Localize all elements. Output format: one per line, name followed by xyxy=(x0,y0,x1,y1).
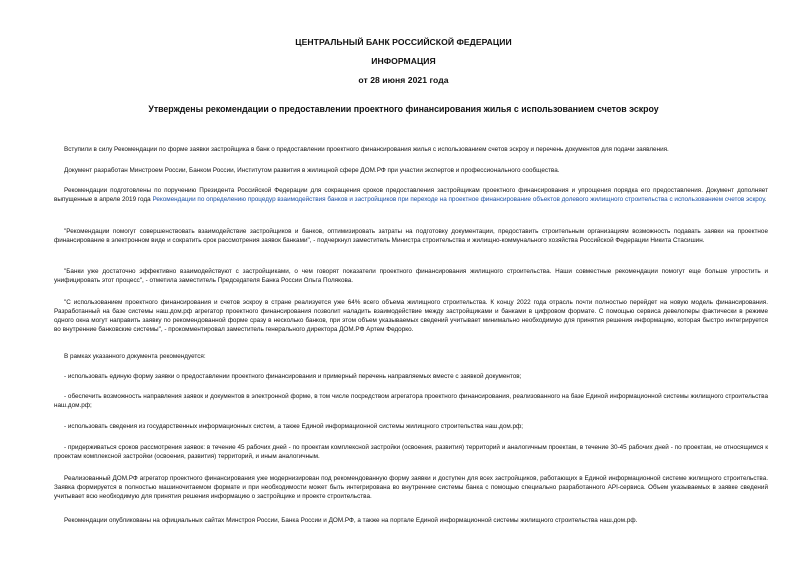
paragraph-4: "Рекомендации помогут совершенствовать взаимодействие застройщиков и банков, оптимизировать затраты на подготовку документации, предоставить строительным организациям возможность подавать заявки на проектное финансирование в электронном виде и сократить срок рассмотрения заявок банками", - подчеркнул заместитель Министра строительства и жилищно-коммунального хозяйства Российской Федерации Никита Стасишин. xyxy=(54,228,768,245)
doc-type: ИНФОРМАЦИЯ xyxy=(371,56,436,66)
recommendations-2019-link[interactable]: Рекомендации по определению процедур взаимодействия банков и застройщиков при переходе на проектное финансирование объектов долевого жилищного строительства с использованием счетов эскроу xyxy=(152,196,765,204)
list-item-2: - обеспечить возможность направления заявок и документов в электронной форме, в том числе посредством агрегатора проектного финансирования, реализованного на базе Единой информационной системы жилищного строительства наш.дом.рф; xyxy=(54,393,768,410)
org-name: ЦЕНТРАЛЬНЫЙ БАНК РОССИЙСКОЙ ФЕДЕРАЦИИ xyxy=(295,37,512,47)
paragraph-5: "Банки уже достаточно эффективно взаимодействуют с застройщиками, о чем говорят показатели проектного финансирования жилищного строительства. Наши совместные рекомендации помогут еще больше упростить и унифицировать этот процесс", - отметила заместитель Председателя Банка России Ольга Полякова. xyxy=(54,268,768,285)
list-item-3: - использовать сведения из государственных информационных систем, а также Единой информационной системы жилищного строительства наш.дом.рф; xyxy=(64,423,524,430)
list-item-4: - придерживаться сроков рассмотрения заявок: в течение 45 рабочих дней - по проектам комплексной застройки (освоения, развития) территорий и аналогичным проектам, в течение 30-45 рабочих дней - по проектам, не относящимся к проектам комплексной застройки (освоения, развития) территорий, и иным аналогичным. xyxy=(54,444,768,461)
paragraph-3-end: . xyxy=(764,196,767,204)
paragraph-1: Вступили в силу Рекомендации по форме заявки застройщика в банк о предоставлении проектного финансирования жилья с использованием счетов эскроу и перечень документов для подачи заявления. xyxy=(64,146,669,153)
paragraph-7: В рамках указанного документа рекомендуется: xyxy=(64,353,206,360)
paragraph-9: Рекомендации опубликованы на официальных сайтах Минстроя России, Банка России и ДОМ.РФ, а также на портале Единой информационной системы жилищного строительства наш.дом.рф. xyxy=(64,517,638,524)
paragraph-3-text: Рекомендации подготовлены по поручению Президента Российской Федерации для сокращения сроков предоставления застройщикам проектного финансирования и упрощения порядка его предоставления. Документ дополняет выпущенные в апреле 2019 года xyxy=(54,187,768,204)
paragraph-2: Документ разработан Минстроем России, Банком России, Институтом развития в жилищной сфере ДОМ.РФ при участии экспертов и профессионального сообщества. xyxy=(64,167,560,174)
list-item-1: - использовать единую форму заявки о предоставлении проектного финансирования и примерный перечень направляемых вместе с заявкой документов; xyxy=(64,373,522,380)
doc-date: от 28 июня 2021 года xyxy=(358,75,449,85)
paragraph-6: "С использованием проектного финансирования и счетов эскроу в стране реализуется уже 64% всего объема жилищного строительства. К концу 2022 года отрасль почти полностью перейдет на новую модель финансирования. Разработанный на базе системы наш.дом.рф агрегатор проектного финансирования позволит наладить взаимодействие между застройщиками и банками в цифровом формате. С помощью сервиса девелоперы фактически в режиме одного окна могут направить заявку по рекомендованной форме сразу в несколько банков, при этом объем указываемых сведений учитывает минимально необходимую для принятия решения информацию, которая быстро интегрируется во внутренние банковские системы", - прокомментировал заместитель генерального директора ДОМ.РФ Артем Федорко. xyxy=(54,299,768,334)
paragraph-8: Реализованный ДОМ.РФ агрегатор проектного финансирования уже модернизирован под рекомендованную форму заявки и доступен для всех застройщиков, работающих в Единой информационной системе жилищного строительства. Заявка формируется в полностью машиночитаемом формате и при необходимости может быть интегрирована во внутренние системы банка с помощью специально разработанного API-сервиса. Объем указываемых в заявке сведений учитывает всю необходимую для принятия решения информацию о застройщике и проекте строительства. xyxy=(54,475,768,501)
page-title: Утверждены рекомендации о предоставлении проектного финансирования жилья с использованием счетов эскроу xyxy=(148,104,659,114)
paragraph-3 xyxy=(54,186,768,204)
